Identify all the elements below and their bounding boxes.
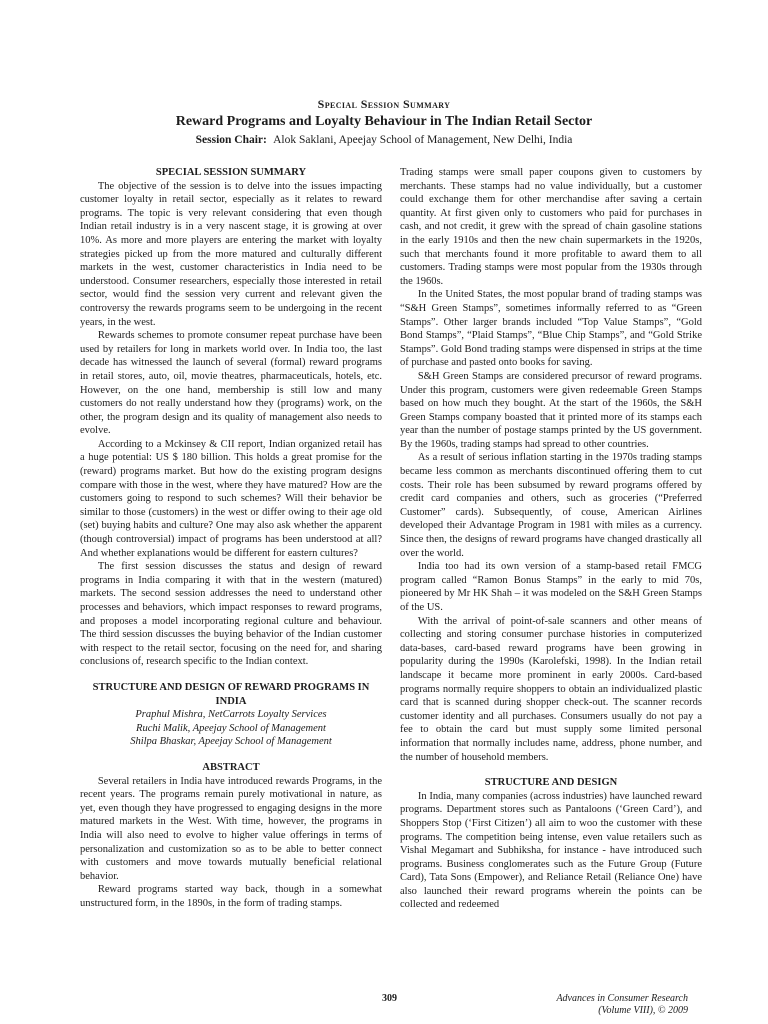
page-number: 309 [382,993,397,1004]
session-chair-label: Session Chair: [195,134,267,146]
paper-title: Reward Programs and Loyalty Behaviour in The Indian Retail Sector [175,114,593,129]
journal-name: Advances in Consumer Research [556,993,688,1004]
body-paragraph: According to a Mckinsey & CII report, Indian organized retail has a huge potential: US $ 180 billion. This holds a great promise for the (reward) programs market. But how do the existing program designs compare with those in the west, where they have matured? How are the customers going to respond to such schemes? Will their behavior be similar to those (customers) in the west or differ owing to their age old (set) buying habits and culture? One may also ask whether the apparent (though controversial) impact of programs has been understood at all? And whether explanations would be different for eastern cultures? [80,438,382,559]
body-paragraph: In the United States, the most popular brand of trading stamps was “S&H Green Stamps”, sometimes informally referred to as “Green Stamps”. Other larger brands included “Top Value Stamps”, “Gold Bond Stamps”, “Plaid Stamps”, “Blue Chip Stamps”, and “Gold Strike Stamps”. Gold Bond trading stamps were dispensed in strips at the time of purchase and pasted onto books for saving. [400,289,702,369]
author-line: Ruchi Malik, Apeejay School of Management [136,722,326,734]
session-chair-line [0,132,768,148]
journal-citation [556,993,688,1017]
session-chair-value: Alok Saklani, Apeejay School of Management, New Delhi, India [273,134,573,146]
body-paragraph: The objective of the session is to delve into the issues impacting customer loyalty in retail sector, especially as it relates to reward programs. The topic is very relevant considering that even though Indian retail industry is in a very nascent stage, it is growing at over 10%. As more and more players are entering the market with loyalty strategies picked up from the more matured and culturally different markets in the west, customer characteristics in India need to be understood. Consumer researchers, especially those interested in retail sector, would find the session very current and relevant given the controversy the rewards programs seem to be undergoing in the recent years, in the west. [80,180,382,328]
page-header [0,96,768,148]
body-paragraph: The first session discusses the status and design of reward programs in India comparing it with that in the western (matured) markets. The second session addresses the need to understand other processes and behaviors, which impact responses to reward programs, and proposes a model incorporating regional culture and behaviour. The third session discusses the buying behavior of the Indian customer with respect to the retail sector, focusing on the need for, and sharing conclusions of, research specific to the Indian context. [80,561,382,668]
body-paragraph: Several retailers in India have introduced rewards Programs, in the recent years. The programs remain purely motivational in nature, as yet, even though they have progressed to engaging designs in the more matured markets in the West. With time, however, the programs in India will also need to evolve to higher value offerings in terms of personalization and customization so as to be able to better connect with customers and move towards mutually beneficial relational behavior. [80,775,382,882]
body-paragraph: With the arrival of point-of-sale scanners and other means of collecting and storing consumer purchase histories in computerized data-bases, card-based reward programs have been growing in popularity during the 1990s (Karolefski, 1998). In the Indian retail landscape it became more prominent in early 2000s. Card-based programs normally require shoppers to obtain an individualized plastic card that is scanned during shopper check-out. The scanner records customer identity and all purchases. Consumers usually do not pay a fee to obtain the card but must supply some limited personal information that normally includes name, address, phone number, and the number of household members. [400,615,702,763]
body-paragraph: S&H Green Stamps are considered precursor of reward programs. Under this program, customers were given redeemable Green Stamps based on how much they bought. At the start of the 1960s, the S&H Green Stamps company boasted that it printed more of its stamps each year than the number of postage stamps printed by the US government. By the 1960s, trading stamps had spread to other countries. [400,370,702,450]
body-paragraph: In India, many companies (across industries) have launched reward programs. Department stores such as Pantaloons (‘Green Card’), and Shoppers Stop (‘First Citizen’) all aim to woo the customer with these programs. The competition being intense, even value retailers such as Vishal Megamart and Subhiksha, for instance - have introduced such programs. Business conglomerates such as the Future Group (Future Card), Tata Sons (Empower), and Reliance Retail (Reliance One) have also launched their reward programs wherein the points can be collected and redeemed [400,790,702,911]
journal-volume: (Volume VIII), © 2009 [598,1005,688,1016]
author-line: Praphul Mishra, NetCarrots Loyalty Services [135,709,327,721]
section-heading-abstract: ABSTRACT [202,761,260,773]
section-heading-summary: SPECIAL SESSION SUMMARY [155,167,307,178]
body-paragraph: Trading stamps were small paper coupons given to customers by merchants. These stamps had no value individually, but a customer could exchange them for other merchandise after saving a certain quantity. At first given only to customers who paid for purchases in cash, and not credit, it grew with the spread of chain gasoline stations in the early 1910s and then the new chain supermarkets in the 1920s, such that merchants found it more profitable to award them to all customers. Trading stamps were most popular from the 1930s through the 1960s. [400,167,702,287]
session-type-label: Special Session Summary [317,97,451,111]
section-heading-structure-design-india: STRUCTURE AND DESIGN OF REWARD PROGRAMS IN INDIA [92,681,370,707]
left-column [80,166,382,910]
body-paragraph: As a result of serious inflation starting in the 1970s trading stamps became less common as merchants discontinued offering them to cut costs. Their role has been subsumed by reward programs offered by credit card companies and others, such as groceries (“Preferred Customer” cards). Subsequently, of couse, American Airlines developed their Advantage Program in 1981 with miles as a currency. Since then, the designs of reward programs have changed drastically all over the world. [400,452,702,559]
section-heading-structure-design: STRUCTURE AND DESIGN [484,777,618,789]
right-column [400,166,702,912]
body-paragraph: Reward programs started way back, though in a somewhat unstructured form, in the 1890s, in the form of trading stamps. [80,884,382,909]
body-paragraph: Rewards schemes to promote consumer repeat purchase have been used by retailers for long in markets world over. In India too, the last decade has witnessed the launch of several (formal) reward programs in retail stores, auto, oil, movie theatres, pharmaceuticals, hotels, etc. However, on the one hand, membership is still low and many customers do not really understand how they (programs) work, on the other, the program design and its quality of management also needs to evolve. [80,330,382,437]
body-paragraph: India too had its own version of a stamp-based retail FMCG program called “Ramon Bonus Stamps” in the early to mid 70s, pioneered by Mr HK Shah – it was modeled on the S&H Green Stamps of the US. [400,561,702,613]
author-line: Shilpa Bhaskar, Apeejay School of Management [130,736,332,748]
